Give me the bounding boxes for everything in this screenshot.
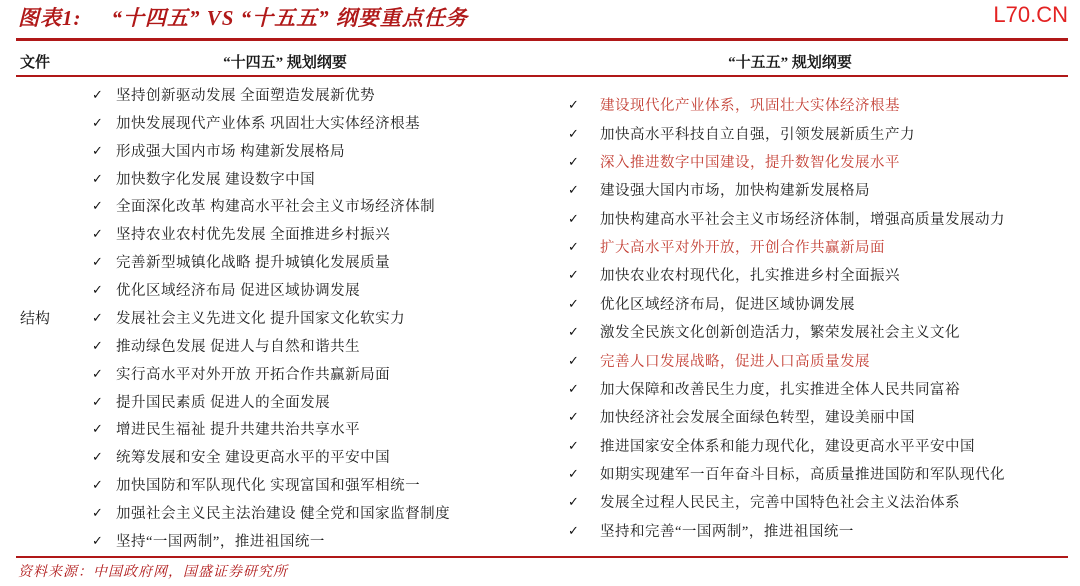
check-icon: ✓ [92, 422, 103, 438]
task-item [568, 126, 1073, 144]
header-divider [16, 75, 1068, 77]
check-icon: ✓ [92, 394, 103, 410]
column-header-file: 文件 [20, 55, 51, 71]
check-icon: ✓ [92, 115, 103, 131]
task-text: 完善新型城镇化战略 提升城镇化发展质量 [116, 255, 391, 272]
task-item [568, 182, 1073, 200]
task-text: 加快国防和军队现代化 实现富国和强军相统一 [116, 478, 421, 495]
task-text: 激发全民族文化创新创造活力，繁荣发展社会主义文化 [600, 325, 960, 342]
plan14-task-list [92, 82, 537, 556]
task-text: 加快发展现代产业体系 巩固壮大实体经济根基 [116, 115, 421, 132]
check-icon: ✓ [568, 126, 579, 142]
figure-number: 图表1: [18, 6, 82, 30]
task-item [92, 338, 537, 356]
check-icon: ✓ [92, 450, 103, 466]
figure-title [18, 2, 468, 32]
task-item [568, 466, 1073, 484]
task-text: 建设现代化产业体系，巩固壮大实体经济根基 [600, 98, 900, 115]
check-icon: ✓ [92, 533, 103, 549]
check-icon: ✓ [568, 98, 579, 114]
check-icon: ✓ [568, 353, 579, 369]
check-icon: ✓ [568, 495, 579, 511]
task-item [568, 154, 1073, 172]
task-text: 扩大高水平对外开放，开创合作共赢新局面 [600, 240, 885, 257]
figure-title-row [18, 2, 1068, 32]
check-icon: ✓ [92, 506, 103, 522]
check-icon: ✓ [568, 154, 579, 170]
task-text: 优化区域经济布局，促进区域协调发展 [600, 296, 855, 313]
task-item [568, 438, 1073, 456]
column-header-plan15: “十五五” 规划纲要 [728, 55, 852, 71]
check-icon: ✓ [92, 227, 103, 243]
task-item [92, 171, 537, 189]
task-text: 优化区域经济布局 促进区域协调发展 [116, 283, 361, 300]
task-item [92, 310, 537, 328]
task-item [92, 421, 537, 439]
task-item [92, 477, 537, 495]
check-icon: ✓ [92, 283, 103, 299]
check-icon: ✓ [568, 438, 579, 454]
task-item [92, 254, 537, 272]
task-text: 建设强大国内市场，加快构建新发展格局 [600, 183, 870, 200]
task-text: 坚持创新驱动发展 全面塑造发展新优势 [116, 87, 376, 104]
task-text: 加快数字化发展 建设数字中国 [116, 171, 316, 188]
check-icon: ✓ [92, 478, 103, 494]
plan15-task-list [568, 92, 1073, 546]
task-text: 深入推进数字中国建设，提升数智化发展水平 [600, 154, 900, 171]
task-text: 如期实现建军一百年奋斗目标，高质量推进国防和军队现代化 [600, 467, 1005, 484]
task-item [92, 449, 537, 467]
check-icon: ✓ [92, 87, 103, 103]
check-icon: ✓ [568, 268, 579, 284]
task-item [568, 239, 1073, 257]
task-item [92, 505, 537, 523]
task-text: 坚持农业农村优先发展 全面推进乡村振兴 [116, 227, 391, 244]
task-text: 坚持和完善“一国两制”，推进祖国统一 [600, 523, 854, 540]
figure-title-text: “十四五” VS “十五五” 纲要重点任务 [111, 6, 468, 30]
check-icon: ✓ [568, 410, 579, 426]
column-header-plan14: “十四五” 规划纲要 [223, 55, 347, 71]
check-icon: ✓ [92, 171, 103, 187]
task-item [568, 267, 1073, 285]
task-item [92, 282, 537, 300]
task-item [568, 296, 1073, 314]
task-item [568, 494, 1073, 512]
task-item [568, 381, 1073, 399]
task-item [92, 143, 537, 161]
footer-divider [16, 556, 1068, 558]
task-item [568, 211, 1073, 229]
check-icon: ✓ [568, 325, 579, 341]
task-item [568, 97, 1073, 115]
task-text: 加强社会主义民主法治建设 健全党和国家监督制度 [116, 506, 451, 523]
task-text: 加快经济社会发展全面绿色转型，建设美丽中国 [600, 410, 915, 427]
task-text: 全面深化改革 构建高水平社会主义市场经济体制 [116, 199, 436, 216]
task-text: 形成强大国内市场 构建新发展格局 [116, 143, 346, 160]
title-underline [16, 38, 1068, 41]
task-item [92, 198, 537, 216]
task-item [92, 226, 537, 244]
check-icon: ✓ [92, 143, 103, 159]
check-icon: ✓ [92, 199, 103, 215]
task-item [568, 409, 1073, 427]
check-icon: ✓ [92, 255, 103, 271]
task-text: 坚持“一国两制”，推进祖国统一 [116, 533, 325, 550]
task-text: 推进国家安全体系和能力现代化，建设更高水平平安中国 [600, 438, 975, 455]
task-item [568, 523, 1073, 541]
task-item [92, 394, 537, 412]
task-item [92, 366, 537, 384]
task-text: 加快构建高水平社会主义市场经济体制，增强高质量发展动力 [600, 211, 1005, 228]
task-text: 加快高水平科技自立自强，引领发展新质生产力 [600, 126, 915, 143]
check-icon: ✓ [568, 523, 579, 539]
check-icon: ✓ [92, 310, 103, 326]
task-text: 发展社会主义先进文化 提升国家文化软实力 [116, 310, 406, 327]
task-text: 完善人口发展战略，促进人口高质量发展 [600, 353, 870, 370]
row-label-structure: 结构 [20, 311, 51, 327]
task-text: 推动绿色发展 促进人与自然和谐共生 [116, 338, 361, 355]
check-icon: ✓ [568, 211, 579, 227]
task-item [92, 115, 537, 133]
task-text: 提升国民素质 促进人的全面发展 [116, 394, 331, 411]
task-item [92, 87, 537, 105]
task-item [568, 324, 1073, 342]
task-text: 加大保障和改善民生力度，扎实推进全体人民共同富裕 [600, 381, 960, 398]
task-text: 实行高水平对外开放 开拓合作共赢新局面 [116, 366, 391, 383]
source-note: 资料来源：中国政府网，国盛证券研究所 [18, 565, 288, 580]
check-icon: ✓ [568, 240, 579, 256]
site-watermark: L70.CN [993, 2, 1068, 27]
check-icon: ✓ [92, 338, 103, 354]
task-text: 发展全过程人民民主，完善中国特色社会主义法治体系 [600, 495, 960, 512]
task-item [92, 533, 537, 551]
task-item [568, 353, 1073, 371]
check-icon: ✓ [568, 296, 579, 312]
check-icon: ✓ [568, 381, 579, 397]
task-text: 统筹发展和安全 建设更高水平的平安中国 [116, 450, 391, 467]
check-icon: ✓ [92, 366, 103, 382]
task-text: 加快农业农村现代化，扎实推进乡村全面振兴 [600, 268, 900, 285]
check-icon: ✓ [568, 467, 579, 483]
check-icon: ✓ [568, 183, 579, 199]
task-text: 增进民生福祉 提升共建共治共享水平 [116, 422, 361, 439]
